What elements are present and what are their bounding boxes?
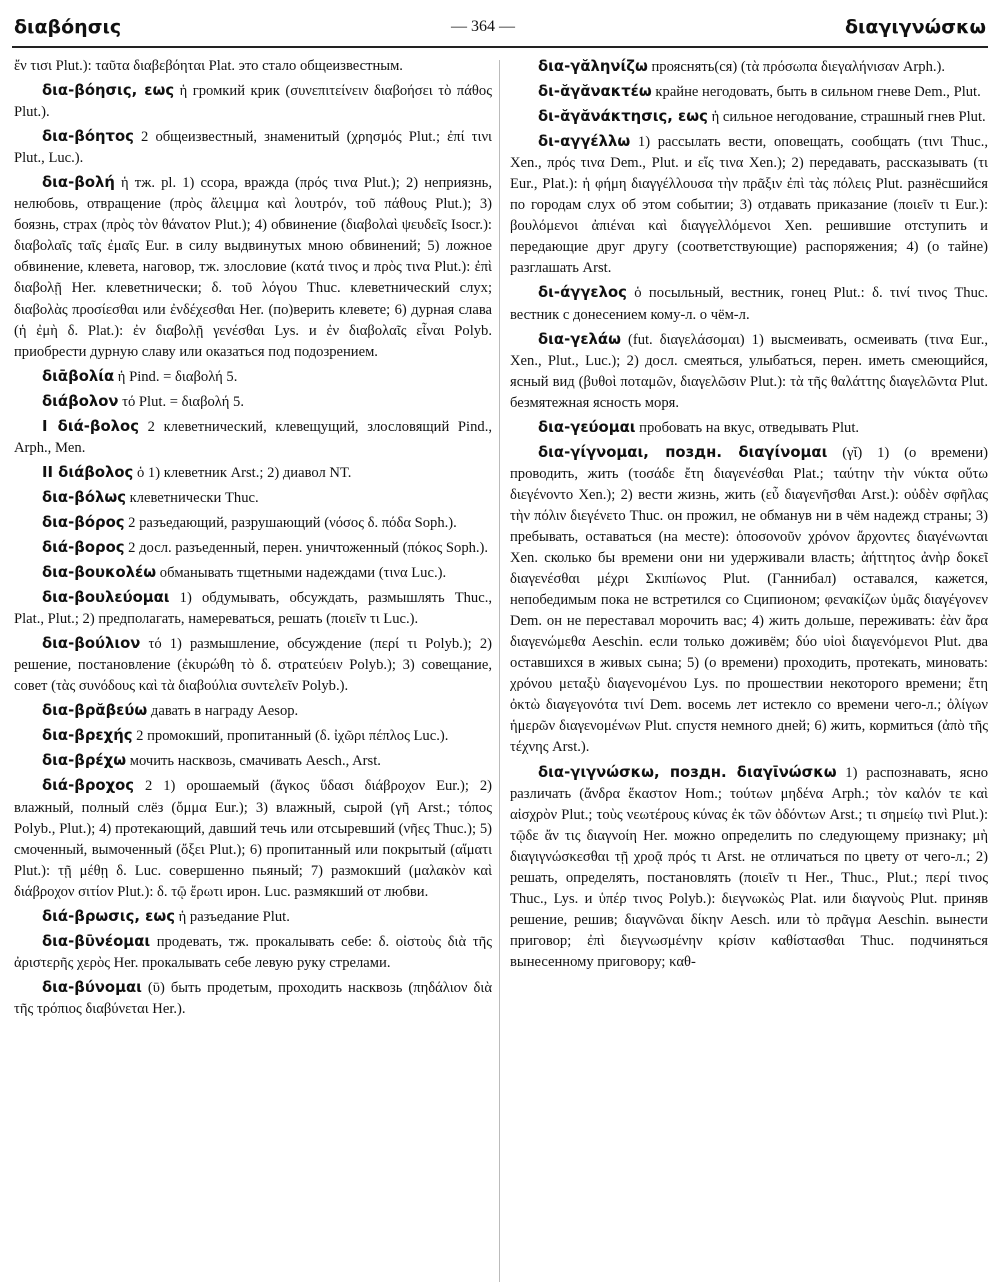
entry-headword: δι-άγγελος	[538, 284, 627, 302]
dictionary-entry	[14, 700, 492, 722]
entry-definition: 2 досл. разъеденный, перен. уничтоженный (πόκος Soph.).	[124, 539, 489, 556]
dictionary-entry	[14, 906, 492, 928]
entry-headword: δια-βόησις, εως	[42, 82, 175, 100]
dictionary-entry	[510, 762, 988, 973]
dictionary-entry	[14, 725, 492, 747]
entry-headword: II διάβολος	[42, 463, 134, 481]
dictionary-entry	[14, 366, 492, 388]
entry-definition: 1) рассылать вести, оповещать, сообщать (τινι Thuc., Xen., πρός τινα Dem., Plut. и εἴς τινα Xen.); 2) передавать, рассказывать (τι Eur., Plat.): ἡ φήμη διαγγέλλουσα τὴν πρᾶξιν ἐπὶ τὰς πόλεις Plut. разнёсшийся по городам слух об этом событии; 3) отдавать приказание (ποιεῖν τι Eur.): βουλόμενοι ἀπιέναι καὶ διαγγελλόμενοι Xen. решившие отступить и передающие друг другу (соответствующие) распоряжения; 4) (о тайне) разглашать Arst.	[510, 134, 988, 277]
entry-definition: ὁ посыльный, вестник, гонец Plut.: δ. τινί τινος Thuc. вестник с донесением кому-л. о чём-л.	[510, 285, 988, 323]
dictionary-entry	[510, 106, 988, 128]
dictionary-entry	[510, 81, 988, 103]
entry-definition: ἡ Pind. = διαβολή 5.	[114, 368, 238, 385]
left-guideword: διαβόησις	[14, 16, 122, 38]
dictionary-entry	[14, 172, 492, 362]
entry-headword: δια-βουκολέω	[42, 564, 157, 582]
dictionary-entry	[14, 977, 492, 1020]
entry-definition: ἡ громкий крик (συνεπιτείνειν διαβοήσει τὸ πάθος Plut.).	[14, 83, 492, 121]
entry-definition: обманывать тщетными надеждами (τινα Luc.).	[156, 565, 447, 582]
entry-headword: δια-γελάω	[538, 330, 621, 348]
entry-definition: (ῡ) быть продетым, проходить насквозь (πηδάλιον διὰ τῆς τρόπιος διαβύνεται Her.).	[14, 979, 492, 1017]
entry-headword: δια-βρέχω	[42, 752, 127, 770]
dictionary-entry	[14, 512, 492, 534]
entry-headword: δια-γιγνώσκω, поздн. διαγῑνώσκω	[538, 763, 837, 781]
dictionary-entry	[14, 56, 492, 77]
column-divider	[499, 60, 500, 1282]
header-rule	[12, 46, 988, 48]
entry-definition: крайне негодовать, быть в сильном гневе Dem., Plut.	[651, 84, 981, 101]
entry-definition: 2 1) орошаемый (ἄγκος ὕδασι διάβροχον Eur.); 2) влажный, полный слёз (ὄμμα Eur.); 3) влажный, сырой (γῆ Arst.; τόπος Polyb., Plut.); 4) протекающий, давший течь или отсыревший (νῆες Thuc.); 5) смоченный, вымоченный (ὄξει Plut.); 6) пропитанный или покрытый (αἵματι Plut.): τῇ μέθῃ δ. Luc. совершенно пьяный; 7) размокший (μαλακὸν καὶ διάβροχον σιτίον Plut.): δ. τῷ ἔρωτι ирон. Luc. размякший от любви.	[14, 778, 492, 900]
entry-definition: продевать, тж. прокалывать себе: δ. οἰστοὺς διὰ τῆς ἀριστερῆς χερὸς Her. прокалывать себе левую руку стрелами.	[14, 933, 492, 971]
dictionary-entry	[14, 537, 492, 559]
dictionary-entry	[14, 391, 492, 413]
entry-definition: пробовать на вкус, отведывать Plut.	[635, 419, 860, 436]
dictionary-entry	[14, 462, 492, 484]
dictionary-entry	[510, 56, 988, 78]
entry-definition: мочить насквозь, смачивать Aesch., Arst.	[126, 753, 381, 770]
entry-headword: I διά-βολος	[42, 417, 139, 435]
left-column	[14, 56, 492, 1282]
entry-definition: ὁ 1) клеветник Arst.; 2) диавол NT.	[133, 464, 352, 481]
entry-headword: δια-βύνομαι	[42, 978, 142, 996]
dictionary-entry	[510, 442, 988, 759]
page-number: — 364 —	[451, 18, 516, 35]
entry-headword: δια-βόητος	[42, 128, 134, 146]
entry-headword: δια-βρᾰβεύω	[42, 702, 148, 720]
entry-headword: δια-γίγνομαι, поздн. διαγίνομαι	[538, 443, 828, 461]
entry-headword: δι-αγγέλλω	[538, 133, 631, 151]
entry-headword: δια-βούλιον	[42, 635, 141, 653]
right-column	[510, 56, 988, 1282]
entry-definition: 2 общеизвестный, знаменитый (χρησμός Plut.; ἐπί τινι Plut., Luc.).	[14, 129, 492, 167]
entry-definition: клеветнически Thuc.	[126, 489, 259, 506]
entry-definition: ἡ сильное негодование, страшный гнев Plut.	[707, 109, 986, 126]
entry-definition: (fut. διαγελάσομαι) 1) высмеивать, осмеивать (τινα Eur., Xen., Plut., Luc.); 2) досл. смеяться, улыбаться, перен. иметь смеющийся, ясный вид (βυθοὶ ποταμῶν, διαγελῶσιν Plut.): τὰ τῆς θαλάττης διαγελῶντα Plut. безмятежная ясность моря.	[510, 331, 988, 411]
dictionary-entry	[510, 131, 988, 279]
entry-definition: ἔν τισι Plut.): ταῦτα διαβεβόηται Plat. это стало общеизвестным.	[14, 58, 403, 74]
right-guideword: διαγιγνώσκω	[844, 16, 986, 38]
dictionary-entry	[14, 487, 492, 509]
dictionary-entry	[14, 633, 492, 697]
entry-definition: ἡ тж. pl. 1) ссора, вражда (πρός τινα Plut.); 2) неприязнь, нелюбовь, отвращение (πρὸς ἄλειμμα καὶ λουτρόν, τοῦ πάθους Plut.); 3) боязнь, страх (πρὸς τὸν θάνατον Plut.); 4) обвинение (διαβολαὶ ψευδεῖς Isocr.): διαβολαῖς ταῖς ἐμαῖς Eur. в силу выдвинутых мною обвинений; 5) ложное обвинение, клевета, наговор, тж. злословие (κατά τινος и πρὸς τινα Plut.): ἐπὶ διαβολῇ Her. клеветнически; δ. τοῦ λόγου Thuc. клеветнический слух; διαβολὰς προσίεσθαι или ἐνδέχεσθαι Her. (по)верить клевете; 6) дурная слава (ἡ ἐμὴ δ. Plat.): ἐν διαβολῇ γενέσθαι Lys. и ἐν διαβολαῖς εἶναι Polyb. приобрести дурную славу или оказаться под подозрением.	[14, 175, 492, 360]
entry-definition: 2 промокший, пропитанный (δ. ἰχῶρι πέπλος Luc.).	[132, 728, 449, 745]
entry-headword: δι-ᾰγᾰνάκτησις, εως	[538, 108, 708, 126]
dictionary-entry	[510, 282, 988, 325]
entry-headword: διά-βρωσις, εως	[42, 907, 175, 925]
entry-definition: давать в награду Aesop.	[147, 703, 299, 720]
dictionary-entry	[14, 126, 492, 169]
dictionary-entry	[14, 416, 492, 459]
entry-headword: διά-βορος	[42, 538, 125, 556]
entry-headword: διᾱβολία	[42, 367, 115, 385]
entry-definition: 2 разъедающий, разрушающий (νόσος δ. πόδα Soph.).	[124, 514, 457, 531]
entry-definition: τό 1) размышление, обсуждение (περί τι Polyb.); 2) решение, постановление (ἐκυρώθη τὸ δ. στρατεύειν Polyb.); 3) совещание, совет (τὰς συνόδους καὶ τὰ διαβούλια συντελεῖν Polyb.).	[14, 636, 492, 695]
entry-definition: (γῐ) 1) (о времени) проводить, жить (τοσάδε ἔτη διαγενέσθαι Plat.; ταύτην τὴν νύκτα οὕτω διεγένοντο Xen.); 2) вести жизнь, жить (εὖ διαγενῆσθαι Arst.): οὐδὲν σφῆλας τὴν πόλιν διεγένετο Thuc. он прожил, не обманув ни в чём надежд страны; 3) пребывать, оставаться (на месте): ὁποσονοῦν χρόνον ἄρχοντες διαγένωνται Xen. сколько бы времени они ни удерживали власть; ἀήττητος ἀνὴρ δοκεῖ διαγενέσθαι μέχρι Σκιπίωνος Plut. (Ганнибал) оставался, кажется, непобедимым пока не встретился со Сципионом; φενακίζων ὑμᾶς διαγέγονεν Dem. он не переставал морочить вас; 4) жить дольше, переживать: ἐὰν ἄρα διαγενώμεθα Aeschin. если только доживём; δύο υἱοὶ διαγενόμενοι Plut. два оставшихся в живых сына; 5) (о времени) проходить, протекать, миновать: χρόνου μεταξὺ διαγενομένου Lys. по прошествии некоторого времени; ἔτη ὀκτὼ διαγεγονότα τινί Dem. восемь лет истекло со времени чего-л.; ὀλίγων ἡμερῶν διαγενομένων Plut. спустя немного дней; 6) жить, кормиться (ἀπὸ τῆς τέχνης Arst.).	[510, 444, 988, 756]
entry-headword: δια-βουλεύομαι	[42, 589, 170, 607]
entry-headword: δια-βῡνέομαι	[42, 932, 151, 950]
entry-headword: δια-γεύομαι	[538, 418, 636, 436]
entry-definition: ἡ разъедание Plut.	[174, 908, 290, 925]
entry-headword: δια-γᾰληνίζω	[538, 58, 648, 75]
entry-definition: 1) распознавать, ясно различать (ἄνδρα ἕκαστον Hom.; τούτων μηδένα Arph.; τὸν καλόν τε καὶ αἰσχρὸν Plut.; τοὺς νεωτέρους κύνας ἐκ τῶν ὀδόντων Arst.; τι σημείῳ τινὶ Plut.): τῷδε ἄν τις διαγνοίη Her. можно определить по следующему признаку; μὴ διαγιγνώσκεσθαι τῇ χροᾷ πρός τι Arst. не отличаться по цвету от чего-л.; 2) решать, определять, постановлять (ποιεῖν τι Her., Thuc., Plut.; περί τινος Thuc., Lys. и ὑπέρ τινος Polyb.): διεγνωκὼς Plat. или διαγνοὺς Plut. приняв решение, решив; διαγνῶναι δίκην Aesch. или τὸ πρᾶγμα Aeschin. вынести приговор; ἐπὶ διεγνωσμένην κρίσιν καθίστασθαι Thuc. подчиняться вынесенному приговору; καθ-	[510, 764, 988, 970]
dictionary-entry	[14, 562, 492, 584]
dictionary-entry	[510, 417, 988, 439]
entry-headword: δια-βόλως	[42, 488, 126, 506]
dictionary-entry	[14, 775, 492, 902]
entry-headword: διάβολον	[42, 392, 119, 410]
dictionary-entry	[14, 587, 492, 630]
entry-headword: δια-βρεχής	[42, 727, 133, 745]
dictionary-entry	[14, 750, 492, 772]
entry-headword: διά-βροχος	[42, 777, 135, 795]
dictionary-entry	[14, 931, 492, 974]
entry-definition: 2 клеветнический, клевещущий, злословящий Pind., Arph., Men.	[14, 418, 492, 456]
entry-definition: 1) обдумывать, обсуждать, размышлять Thuc., Plat., Plut.; 2) предполагать, намереваться, решать (ποιεῖν τι Luc.).	[14, 590, 492, 628]
entry-definition: τό Plut. = διαβολή 5.	[118, 393, 244, 410]
entry-definition: прояснять(ся) (τὰ πρόσωπα διεγαλήνισαν Arph.).	[647, 59, 946, 75]
page-header	[14, 12, 986, 42]
dictionary-entry	[510, 329, 988, 414]
entry-headword: δια-βόρος	[42, 513, 125, 531]
entry-headword: δι-ᾰγᾰνακτέω	[538, 83, 652, 101]
entry-headword: δια-βολή	[42, 174, 115, 192]
dictionary-entry	[14, 80, 492, 123]
